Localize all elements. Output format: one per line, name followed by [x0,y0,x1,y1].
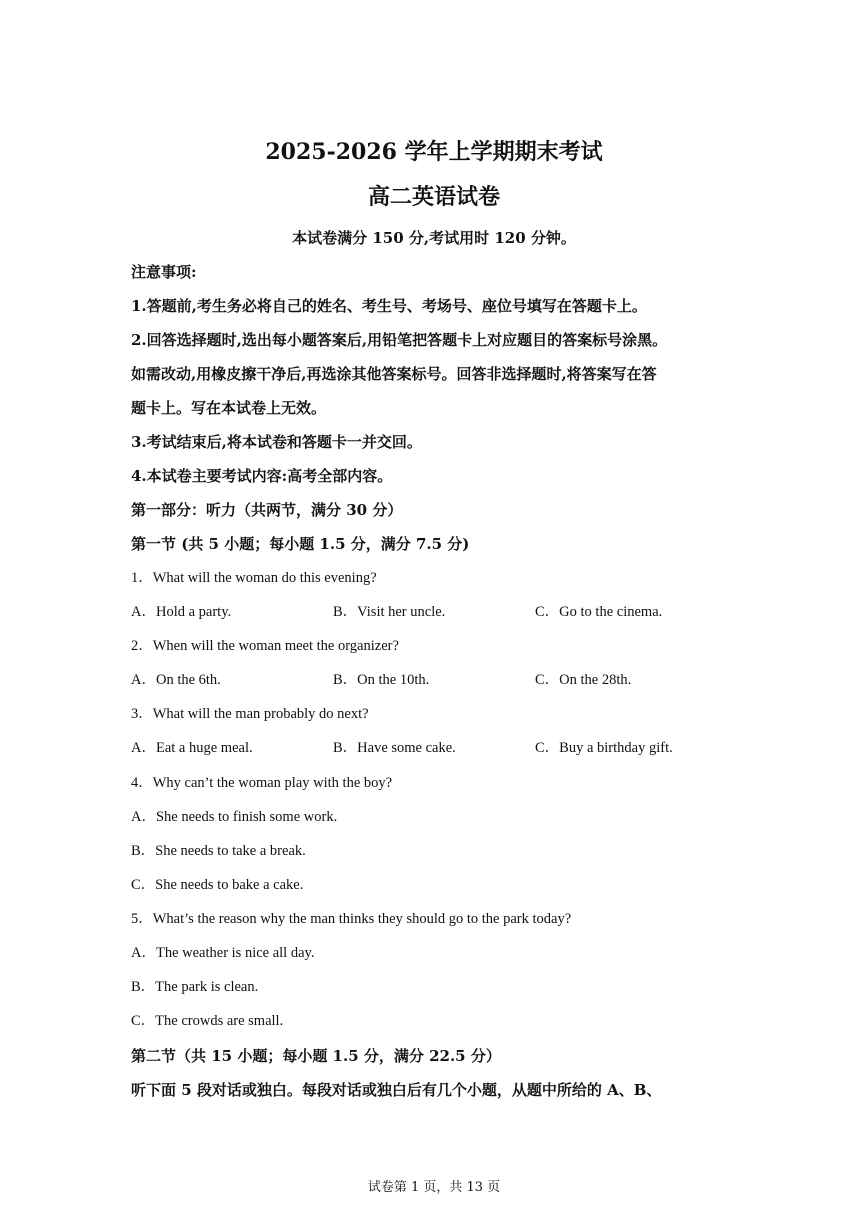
page-footer: 试卷第 1 页，共 13 页 [367,1180,501,1195]
option-b: B．Have some cake. [333,740,456,756]
notice-line: 2.回答选择题时,选出每小题答案后,用铅笔把答题卡上对应题目的答案标号涂黑。 [131,331,668,349]
subject-title: 高二英语试卷 [367,184,500,210]
option-b: B．On the 10th. [333,672,430,688]
section1-heading: 第一节 (共 5 小题；每小题 1.5 分，满分 7.5 分) [131,535,470,553]
question-stem: 2．When will the woman meet the organizer? [131,638,399,654]
notice-line: 1.答题前,考生务必将自己的姓名、考生号、考场号、座位号填写在答题卡上。 [131,297,647,315]
option-a: A．The weather is nice all day. [131,945,315,961]
option-a: A．Hold a party. [131,604,232,620]
notice-line: 3.考试结束后,将本试卷和答题卡一并交回。 [131,433,422,451]
option-a: A．Eat a huge meal. [131,740,253,756]
section2-instruction: 听下面 5 段对话或独白。每段对话或独白后有几个小题，从题中所给的 A、B、 [131,1081,662,1099]
part1-heading: 第一部分：听力（共两节，满分 30 分） [131,501,403,519]
notice-line: 4.本试卷主要考试内容:高考全部内容。 [131,467,393,485]
option-b: B．The park is clean. [131,979,259,995]
exam-title: 2025-2026 学年上学期期末考试 [265,139,603,165]
option-a: A．On the 6th. [131,672,221,688]
option-c: C．Buy a birthday gift. [535,740,673,756]
question-stem: 1．What will the woman do this evening? [131,570,377,586]
option-b: B．She needs to take a break. [131,843,306,859]
question-stem: 3．What will the man probably do next? [131,706,369,722]
notice-line: 如需改动,用橡皮擦干净后,再选涂其他答案标号。回答非选择题时,将答案写在答 [131,365,657,383]
section2-heading: 第二节（共 15 小题；每小题 1.5 分，满分 22.5 分） [131,1047,501,1065]
option-c: C．On the 28th. [535,672,632,688]
question-stem: 5．What’s the reason why the man thinks they should go to the park today? [131,911,572,927]
option-c: C．She needs to bake a cake. [131,877,304,893]
score-note: 本试卷满分 150 分,考试用时 120 分钟。 [292,229,576,247]
option-c: C．The crowds are small. [131,1013,284,1029]
option-c: C．Go to the cinema. [535,604,663,620]
question-stem: 4．Why can’t the woman play with the boy? [131,775,393,791]
notice-heading: 注意事项: [131,263,197,281]
option-a: A．She needs to finish some work. [131,809,338,825]
option-b: B．Visit her uncle. [333,604,446,620]
notice-line: 题卡上。写在本试卷上无效。 [131,399,327,417]
